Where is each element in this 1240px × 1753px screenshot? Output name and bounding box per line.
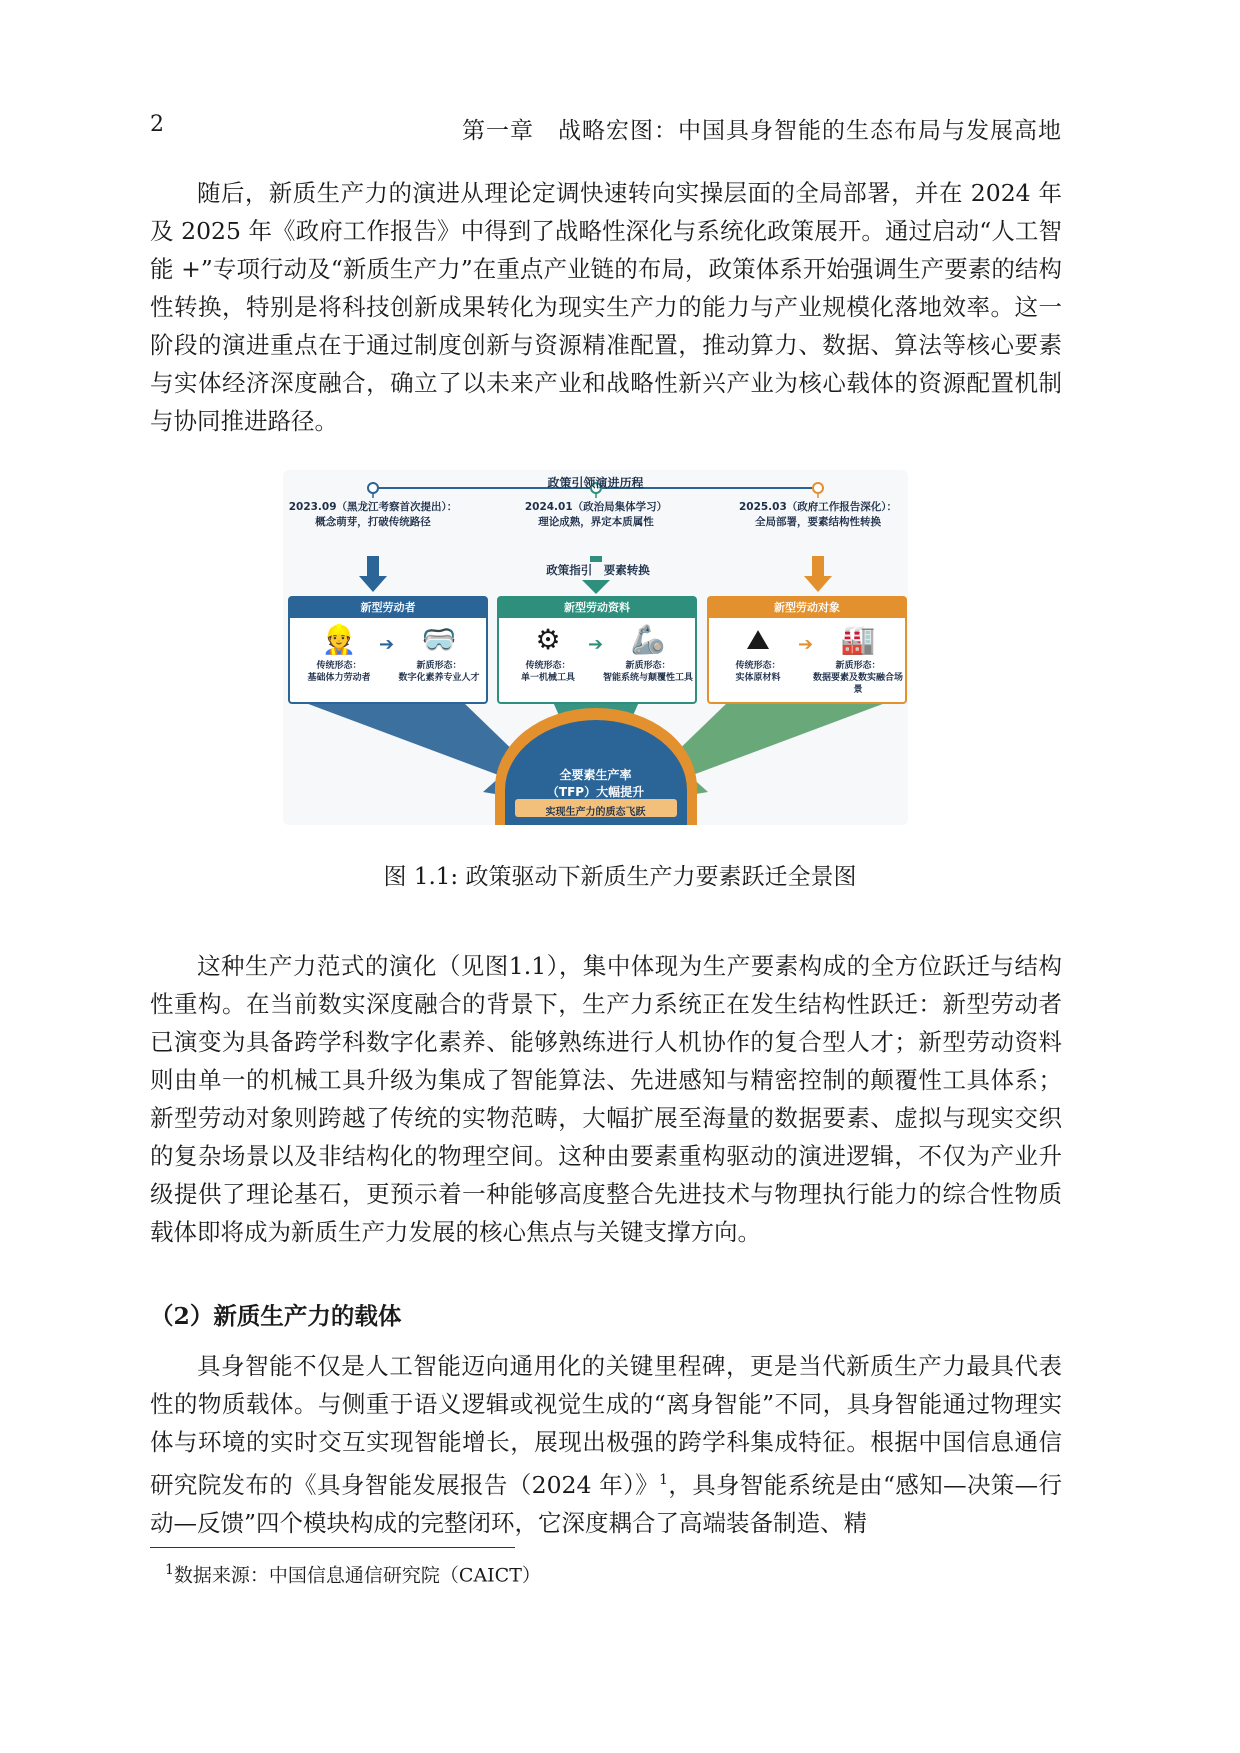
paragraph-1: 随后，新质生产力的演进从理论定调快速转向实操层面的全局部署，并在 2024 年及 2025 年《政府工作报告》中得到了战略性深化与系统化政策展开。通过启动“人工智能 +”专项行动及“新质生产力”在重点产业链的布局，政策体系开始强调生产要素的结构性转换，特别是将科技创新成果转化为现实生产力的能力与产业规模化落地效率。这一阶段的演进重点在于通过制度创新与资源精准配置，推动算力、数据、算法等核心要素与实体经济深度融合，确立了以未来产业和战略性新兴产业为核心载体的资源配置机制与协同推进路径。 bbox=[150, 179, 1062, 435]
footnote-text: 数据来源：中国信息通信研究院（CAICT） bbox=[173, 1564, 541, 1587]
arrow-right-icon: ➔ bbox=[588, 634, 604, 655]
panel-new-means: 新型劳动资料 ⚙ 传统形态： 单一机械工具 ➔ 🦾 新质形态： 智能系统与颠覆性工具 bbox=[497, 596, 697, 704]
policy-label: 政策指引 要素转换 bbox=[546, 563, 650, 577]
panel-title: 新型劳动者 bbox=[290, 598, 486, 618]
page-number: 2 bbox=[150, 112, 164, 137]
footnote-rule bbox=[150, 1547, 515, 1548]
figure-1-1 bbox=[283, 470, 908, 825]
paragraph-3 bbox=[150, 1347, 1062, 1542]
paragraph-3-tail: ，具身智能系统是由“感知—决策—行动—反馈”四个模块构成的完整闭环，它深度耦合了高端装备制造、精 bbox=[150, 1470, 1063, 1537]
figure-title: 政策引领演进历程 bbox=[547, 476, 644, 490]
stage-2025: 2025.03（政府工作报告深化）： 全局部署，要素结构性转换 bbox=[738, 501, 898, 528]
vr-professional-icon: 🥽 bbox=[421, 623, 457, 656]
panel-new-laborer: 新型劳动者 👷 传统形态： 基础体力劳动者 ➔ 🥽 新质形态： 数字化素养专业人才 bbox=[288, 596, 488, 704]
section-heading: （2）新质生产力的载体 bbox=[150, 1302, 402, 1330]
panel-new-objects: 新型劳动对象 ⛰ 传统形态： 实体原材料 ➔ 🏭 新质形态： 数据要素及数实融合场景 bbox=[707, 596, 907, 704]
arrow-right-icon: ➔ bbox=[379, 634, 395, 655]
stage-2024: 2024.01（政治局集体学习） 理论成熟，界定本质属性 bbox=[524, 501, 668, 528]
raw-material-icon: ⛰ bbox=[746, 623, 770, 656]
tfp-line-1: 全要素生产率 bbox=[559, 768, 632, 782]
footnote bbox=[165, 1557, 541, 1588]
running-head: 第一章 战略宏图：中国具身智能的生态布局与发展高地 bbox=[462, 118, 1062, 144]
stage-2023: 2023.09（黑龙江考察首次提出）： 概念萌芽，打破传统路径 bbox=[288, 501, 458, 528]
figure-caption: 图 1.1: 政策驱动下新质生产力要素跃迁全景图 bbox=[383, 864, 857, 890]
footnote-marker: 1 bbox=[165, 1562, 174, 1578]
data-cloud-factory-icon: 🏭 bbox=[840, 623, 876, 656]
tfp-line-3: 实现生产力的质态飞跃 bbox=[545, 807, 646, 818]
worker-icon: 👷 bbox=[321, 623, 357, 656]
footnote-ref[interactable]: 1 bbox=[659, 1472, 668, 1488]
down-arrow-blue bbox=[359, 556, 387, 592]
gear-wrench-icon: ⚙ bbox=[535, 623, 561, 656]
tfp-line-2: （TFP）大幅提升 bbox=[546, 785, 645, 799]
paragraph-3-main: 具身智能不仅是人工智能迈向通用化的关键里程碑，更是当代新质生产力最具代表性的物质载体。与侧重于语义逻辑或视觉生成的“离身智能”不同，具身智能通过物理实体与环境的实时交互实现智能增长，展现出极强的跨学科集成特征。根据中国信息通信研究院发布的《具身智能发展报告（2024 年）》 bbox=[150, 1352, 1062, 1499]
panel-title: 新型劳动资料 bbox=[499, 598, 695, 618]
paragraph-2: 这种生产力范式的演化（见图1.1），集中体现为生产要素构成的全方位跃迁与结构性重构。在当前数实深度融合的背景下，生产力系统正在发生结构性跃迁：新型劳动者已演变为具备跨学科数字化素养、能够熟练进行人机协作的复合型人才；新型劳动资料则由单一的机械工具升级为集成了智能算法、先进感知与精密控制的颠覆性工具体系；新型劳动对象则跨越了传统的实物范畴，大幅扩展至海量的数据要素、虚拟与现实交织的复杂场景以及非结构化的物理空间。这种由要素重构驱动的演进逻辑，不仅为产业升级提供了理论基石，更预示着一种能够高度整合先进技术与物理执行能力的综合性物质载体即将成为新质生产力发展的核心焦点与关键支撑方向。 bbox=[150, 952, 1062, 1246]
arrow-right-icon: ➔ bbox=[798, 634, 814, 655]
robot-arm-brain-icon: 🦾 bbox=[630, 623, 666, 656]
down-arrow-orange bbox=[804, 556, 832, 592]
panel-title: 新型劳动对象 bbox=[709, 598, 905, 618]
